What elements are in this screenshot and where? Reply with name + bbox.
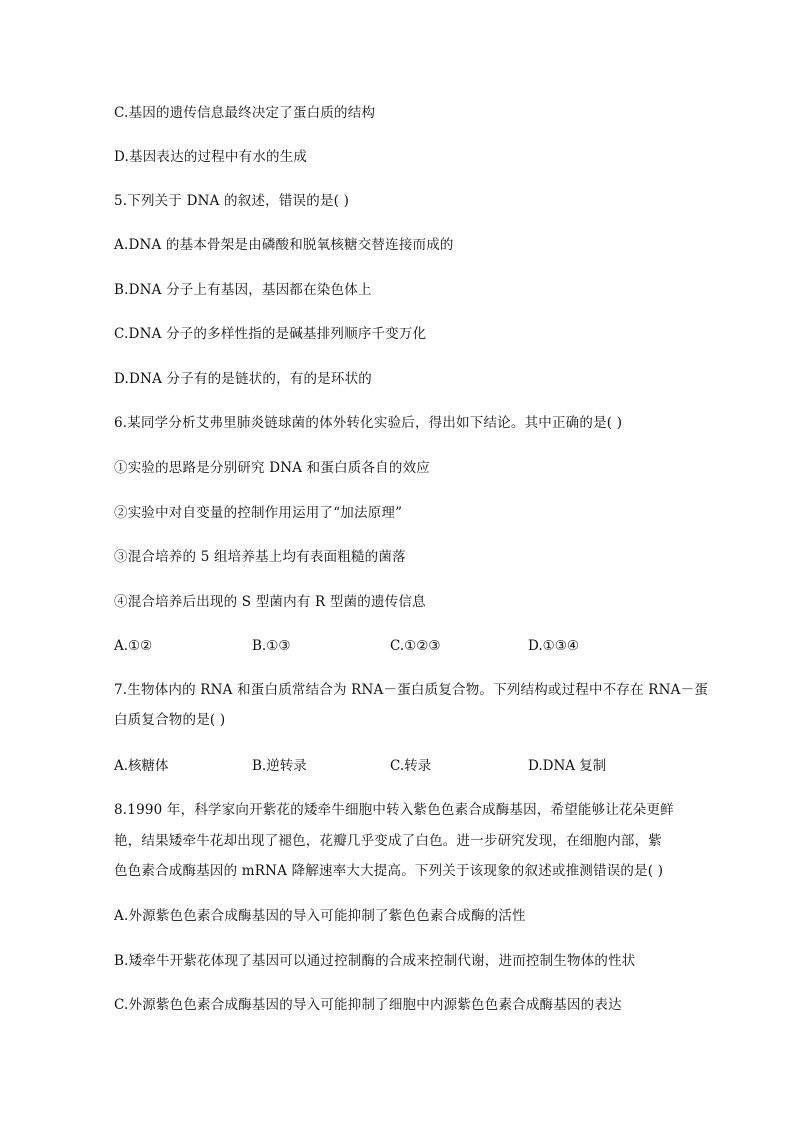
q8-option-b: B.矮牵牛开紫花体现了基因可以通过控制酶的合成来控制代谢，进而控制生物体的性状 [114, 953, 636, 969]
q7-option-d: D.DNA 复制 [528, 758, 607, 774]
q5-option-d: D.DNA 分子有的是链状的，有的是环状的 [114, 371, 373, 387]
question-8-stem-line1: 8.1990 年，科学家向开紫花的矮牵牛细胞中转入紫色色素合成酶基因，希望能够让花朵更鲜 [114, 802, 674, 818]
q7-option-a: A.核糖体 [114, 758, 169, 774]
q6-option-b: B.①③ [252, 638, 291, 654]
q4-option-c: C.基因的遗传信息最终决定了蛋白质的结构 [114, 105, 376, 121]
q5-option-c: C.DNA 分子的多样性指的是碱基排列顺序千变万化 [114, 326, 427, 342]
question-8-stem-line2: 艳，结果矮牵牛花却出现了褪色，花瓣几乎变成了白色。进一步研究发现，在细胞内部，紫 [114, 833, 662, 849]
q7-option-c: C.转录 [390, 758, 432, 774]
q6-option-d: D.①③④ [528, 638, 579, 654]
q8-option-a: A.外源紫色色素合成酶基因的导入可能抑制了紫色色素合成酶的活性 [114, 908, 526, 924]
q6-option-a: A.①② [114, 638, 153, 654]
q6-statement-4: ④混合培养后出现的 S 型菌内有 R 型菌的遗传信息 [114, 594, 426, 610]
q6-statement-1: ①实验的思路是分别研究 DNA 和蛋白质各自的效应 [114, 460, 430, 476]
q7-option-b: B.逆转录 [252, 758, 307, 774]
q5-option-a: A.DNA 的基本骨架是由磷酸和脱氧核糖交替连接而成的 [114, 237, 454, 253]
q6-statement-3: ③混合培养的 5 组培养基上均有表面粗糙的菌落 [114, 549, 406, 565]
q5-option-b: B.DNA 分子上有基因，基因都在染色体上 [114, 282, 372, 298]
q4-option-d: D.基因表达的过程中有水的生成 [114, 149, 308, 165]
q6-option-c: C.①②③ [390, 638, 441, 654]
question-7-stem-line2: 白质复合物的是( ) [114, 712, 226, 728]
question-8-stem-line3: 色色素合成酶基因的 mRNA 降解速率大大提高。下列关于该现象的叙述或推测错误的是( ) [114, 863, 664, 879]
q6-statement-2: ②实验中对自变量的控制作用运用了“加法原理” [114, 505, 403, 521]
question-6-stem: 6.某同学分析艾弗里肺炎链球菌的体外转化实验后，得出如下结论。其中正确的是( ) [114, 415, 623, 431]
question-7-stem-line1: 7.生物体内的 RNA 和蛋白质常结合为 RNA－蛋白质复合物。下列结构或过程中不存在 RNA－蛋 [114, 682, 709, 698]
question-5-stem: 5.下列关于 DNA 的叙述，错误的是( ) [114, 193, 350, 209]
q8-option-c: C.外源紫色色素合成酶基因的导入可能抑制了细胞中内源紫色色素合成酶基因的表达 [114, 997, 622, 1013]
